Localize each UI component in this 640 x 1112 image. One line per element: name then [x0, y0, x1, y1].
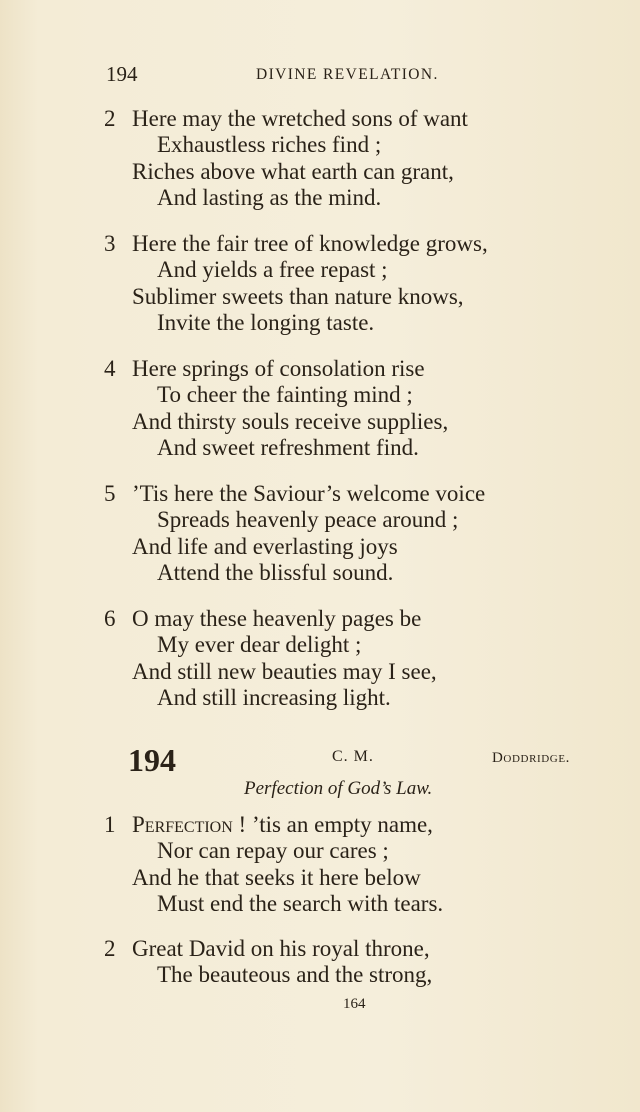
stanza-number: 3 — [104, 231, 116, 256]
stanza — [104, 231, 604, 336]
verse-line: And sweet refreshment find. — [157, 434, 419, 460]
verse-line: And still new beauties may I see, — [132, 658, 437, 684]
stanza — [104, 812, 604, 917]
verse-line: And still increasing light. — [157, 684, 391, 710]
stanza-number: 2 — [104, 936, 116, 961]
stanza — [104, 606, 604, 711]
verse-line: My ever dear delight ; — [157, 632, 362, 658]
stanza — [104, 936, 604, 989]
verse-line: Invite the longing taste. — [157, 309, 375, 335]
stanza-number: 5 — [104, 481, 116, 506]
stanza — [104, 106, 604, 211]
verse-line: Attend the blissful sound. — [157, 559, 394, 585]
verse-line: And thirsty souls receive supplies, — [132, 408, 449, 434]
verse-line: Must end the search with tears. — [157, 890, 444, 916]
verse-line — [132, 812, 433, 838]
hymn-heading — [128, 742, 600, 778]
page-header — [106, 62, 586, 90]
verse-line: And he that seeks it here below — [132, 864, 421, 890]
verse-line: Sublimer sweets than nature knows, — [132, 283, 464, 309]
verse-line: Nor can repay our cares ; — [157, 838, 389, 864]
first-word: Perfection — [132, 812, 233, 837]
verse-line: O may these heavenly pages be — [132, 606, 422, 631]
verse-line: To cheer the fainting mind ; — [157, 382, 413, 408]
verse-line: Riches above what earth can grant, — [132, 158, 454, 184]
hymn-number: 194 — [128, 742, 176, 778]
hymn-meter: C. M. — [332, 748, 374, 765]
stanza-number: 6 — [104, 606, 116, 631]
verse-line: And life and everlasting joys — [132, 533, 398, 559]
stanza — [104, 356, 604, 461]
verse-line: Exhaustless riches find ; — [157, 132, 382, 158]
stanza-number: 1 — [104, 812, 116, 837]
verse-line: Here springs of consolation rise — [132, 356, 425, 381]
verse-line: The beauteous and the strong, — [157, 962, 433, 988]
verse-line: Here the fair tree of knowledge grows, — [132, 231, 488, 256]
verse-line: Spreads heavenly peace around ; — [157, 507, 459, 533]
verse-line: ’Tis here the Saviour’s welcome voice — [132, 481, 486, 506]
hymn-title: Perfection of God’s Law. — [244, 778, 433, 799]
running-title: DIVINE REVELATION. — [256, 66, 439, 83]
stanza-number: 2 — [104, 106, 116, 131]
verse-line: And yields a free repast ; — [157, 257, 388, 283]
footer-page-number: 164 — [343, 996, 366, 1012]
first-line-rest: ! ’tis an empty name, — [232, 812, 433, 837]
stanza-number: 4 — [104, 356, 116, 381]
verse-line: Great David on his royal throne, — [132, 936, 430, 961]
verse-line: Here may the wretched sons of want — [132, 106, 468, 131]
hymn-author: Doddridge. — [492, 750, 571, 766]
header-page-number: 194 — [106, 62, 138, 86]
verse-line: And lasting as the mind. — [157, 184, 382, 210]
stanza — [104, 481, 604, 586]
